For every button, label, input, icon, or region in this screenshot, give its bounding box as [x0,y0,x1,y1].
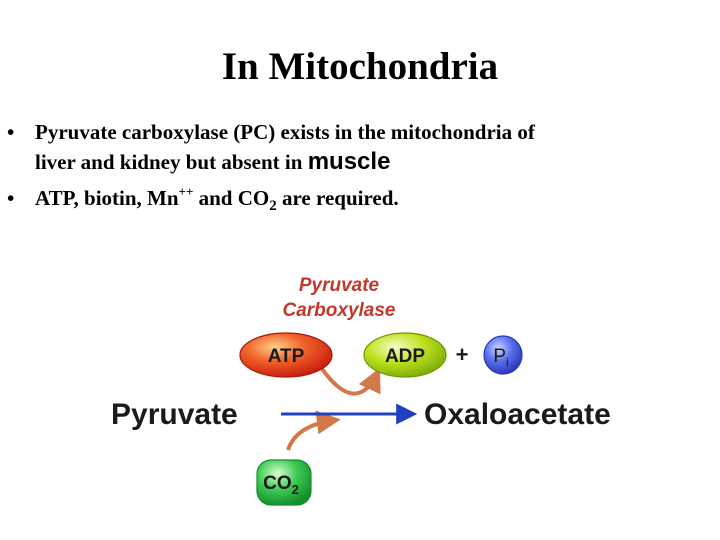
enzyme-label-line2: Carboxylase [282,300,396,321]
substrate-pyruvate: Pyruvate [111,398,238,431]
co2-subscript: 2 [269,198,277,214]
adp-label: ADP [384,346,426,367]
bullet-text-line1: Pyruvate carboxylase (PC) exists in the mitochondria of [35,120,535,144]
enzyme-label-line1: Pyruvate [298,275,380,296]
req-text-part2: and CO [193,186,270,210]
atp-label: ATP [267,346,305,367]
plus-sign: + [455,342,469,367]
mn-charge-sup: ++ [178,184,194,199]
bullet-text-line2: liver and kidney but absent in [35,150,308,174]
co2-main: CO [263,473,292,494]
co2-sub: 2 [291,482,299,497]
phosphate-subscript: i [506,355,509,369]
phosphate-p: P [493,346,507,367]
req-text-part1: ATP, biotin, Mn [35,186,179,210]
product-oxaloacetate: Oxaloacetate [424,398,611,431]
co2-incorporation-arrow [288,420,336,450]
slide-title: In Mitochondria [221,45,499,88]
atp-to-adp-arrow [320,366,378,394]
bullet-marker: • [7,120,15,144]
bullet-marker: • [7,186,15,210]
muscle-emphasis: muscle [307,148,391,175]
req-text-part3: are required. [276,186,399,210]
